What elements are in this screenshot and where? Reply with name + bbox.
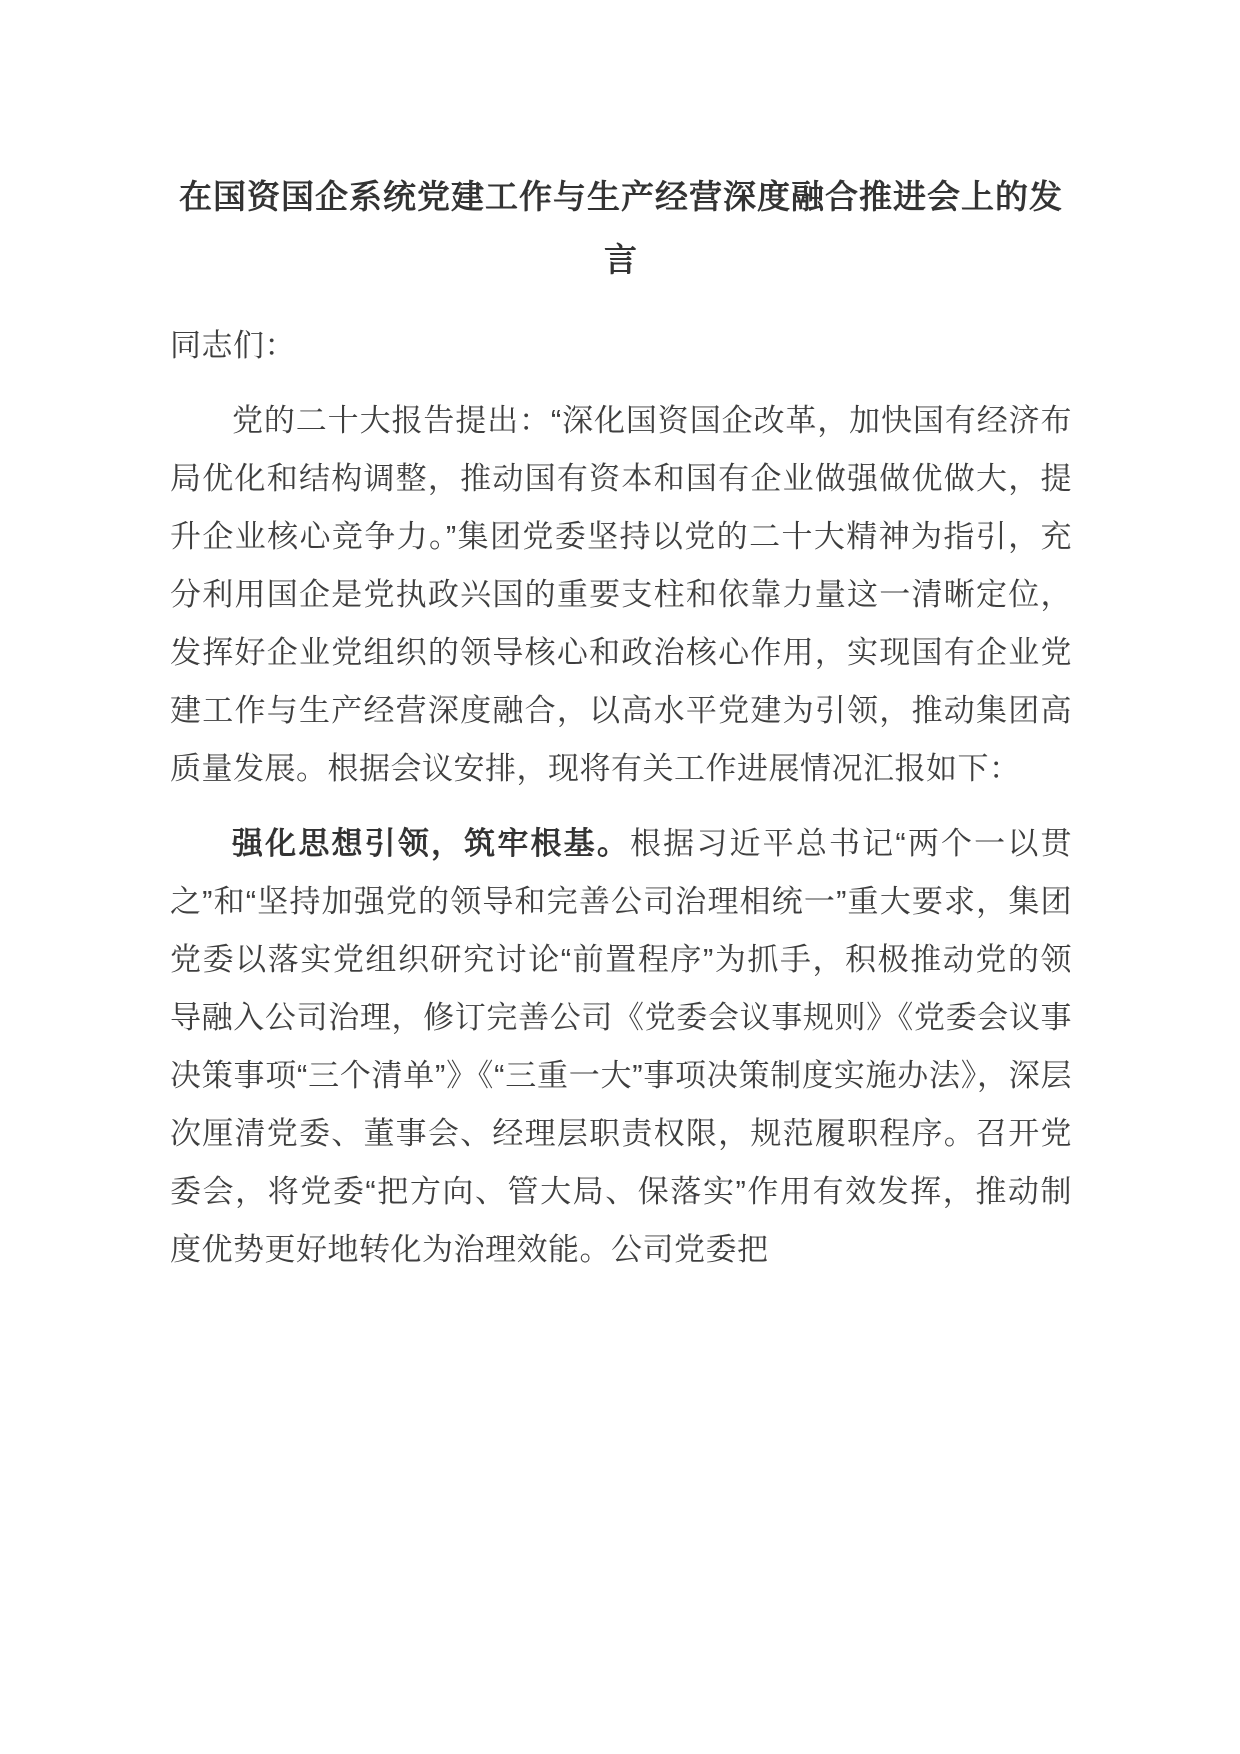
- paragraph-section-1: [170, 815, 1072, 1279]
- document-title: 在国资国企系统党建工作与生产经营深度融合推进会上的发言: [179, 178, 1063, 278]
- paragraph-lead: 强化思想引领，筑牢根基。: [232, 826, 631, 861]
- paragraph-introduction: 党的二十大报告提出：“深化国资国企改革，加快国有经济布局优化和结构调整，推动国有资本和国有企业做强做优做大，提升企业核心竞争力。”集团党委坚持以党的二十大精神为指引，充分利用国企是党执政兴国的重要支柱和依靠力量这一清晰定位，发挥好企业党组织的领导核心和政治核心作用，实现国有企业党建工作与生产经营深度融合，以高水平党建为引领，推动集团高质量发展。根据会议安排，现将有关工作进展情况汇报如下：: [170, 403, 1072, 786]
- paragraph-text: 根据习近平总书记“两个一以贯之”和“坚持加强党的领导和完善公司治理相统一”重大要求，集团党委以落实党组织研究讨论“前置程序”为抓手，积极推动党的领导融入公司治理，修订完善公司《党委会议事规则》《党委会议事决策事项“三个清单”》《“三重一大”事项决策制度实施办法》，深层次厘清党委、董事会、经理层职责权限，规范履职程序。召开党委会，将党委“把方向、管大局、保落实”作用有效发挥，推动制度优势更好地转化为治理效能。公司党委把: [170, 826, 1073, 1267]
- salutation: 同志们：: [170, 328, 296, 363]
